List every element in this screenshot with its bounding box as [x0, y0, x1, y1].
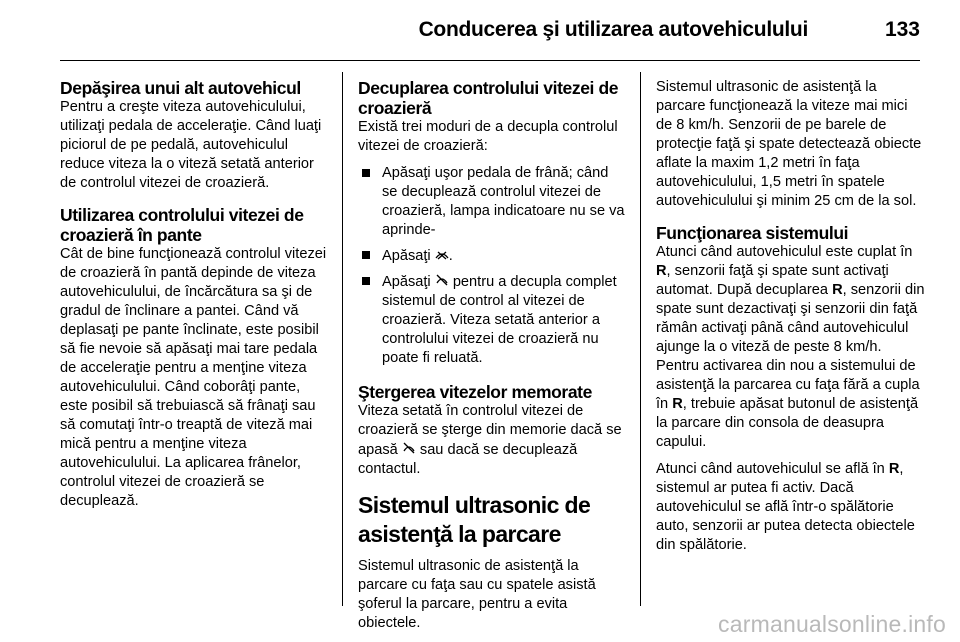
paragraph	[656, 460, 926, 555]
paragraph-text: , sistemul ar putea fi activ. Dacă autovehiculul se află într-o spălătorie auto, senzorii ar putea detecta obiectele din spălătorie.	[656, 461, 915, 553]
list-item-text: Apăsaţi	[382, 274, 431, 290]
gear-r-label: R	[888, 461, 900, 477]
paragraph: Cât de bine funcţionează controlul vitezei de croazieră în pantă depinde de viteza autovehiculului, de încărcătura sa şi de gradul de înclinare a pantei. Când vă deplasaţi pe pante înclinate, este posibil să fie nevoie să apăsaţi mai tare pedala de acceleraţie pentru a menţine viteza autovehiculului. Când coborâţi pante, este posibil să trebuiască să frânaţi sau să comutaţi într-o treaptă de viteză mai mică pentru a menţine viteza autovehiculului. La aplicarea frânelor, controlul vitezei de croazieră se decuplează.	[60, 246, 327, 509]
bullet-list	[358, 164, 626, 368]
running-title: Conducerea şi utilizarea autovehiculului	[418, 18, 808, 41]
paragraph-text: Atunci când autovehiculul se află în	[656, 461, 885, 477]
list-item	[358, 272, 626, 368]
page-header	[60, 14, 920, 50]
paragraph	[656, 243, 926, 452]
paragraph: Pentru a creşte viteza autovehiculului, utilizaţi pedala de acceleraţie. Când luaţi piciorul de pe pedală, autovehiculul reduce viteza la o viteză setată anterior de controlul vitezei de croazieră.	[60, 99, 322, 191]
paragraph: Sistemul ultrasonic de asistenţă la parcare funcţionează la viteze mai mici de 8 km/h. Senzorii de pe barele de protecţie faţă şi spate detectează obiecte aflate la maxim 1,2 metri în faţa autovehiculului, 1,5 metri în spatele autovehiculului şi minim 25 cm de la sol.	[656, 79, 922, 209]
section-heading: Decuplarea controlului vitezei de croazieră	[358, 78, 619, 118]
section-heading: Funcţionarea sistemului	[656, 223, 849, 243]
column-divider	[342, 72, 343, 606]
list-item-text: Apăsaţi	[382, 248, 431, 264]
chapter-heading: Sistemul ultrasonic de asistenţă la parcare	[358, 492, 591, 547]
column-divider	[640, 72, 641, 606]
list-item	[358, 164, 626, 240]
list-item	[358, 246, 626, 266]
header-rule	[60, 60, 920, 61]
paragraph-text: , trebuie apăsat butonul de asistenţă la parcare din consola de deasupra capului.	[656, 396, 919, 450]
section-heading: Depăşirea unui alt autovehicul	[60, 78, 301, 98]
paragraph: Sistemul ultrasonic de asistenţă la parcare cu faţa sau cu spatele asistă şoferul la parcare, pentru a evita obiectele.	[358, 558, 596, 631]
list-item-text: Apăsaţi uşor pedala de frână; când se decuplează controlul vitezei de croazieră, lampa indicatoare nu se va aprinde-	[382, 165, 625, 238]
paragraph-text: , senzorii din spate sunt dezactivaţi şi senzorii din faţă rămân activaţi până când autovehiculul ajunge la o viteză de peste 8 km/h. Pentru activarea din nou a sistemului de asistenţă la parcarea cu faţa fără a cupla în	[656, 282, 925, 412]
page-number: 133	[884, 18, 920, 41]
list-item-text: pentru a decupla complet sistemul de control al vitezei de croazieră. Viteza setată anterior a controlului vitezei de croazieră nu poate fi reluată.	[382, 274, 617, 366]
cruise-off-icon	[435, 272, 449, 291]
column-1	[60, 78, 328, 511]
paragraph-text: sau dacă se decuplează contactul.	[358, 442, 578, 477]
column-3	[656, 78, 926, 555]
section-heading: Utilizarea controlului vitezei de croazieră în pante	[60, 205, 304, 245]
column-2	[358, 78, 626, 633]
paragraph	[358, 402, 626, 479]
paragraph-text: , senzorii faţă şi spate sunt activaţi automat. După decuplarea	[656, 263, 889, 298]
gear-r-label: R	[672, 396, 683, 412]
watermark: carmanualsonline.info	[718, 611, 946, 637]
paragraph-text: Atunci când autovehiculul este cuplat în	[656, 244, 913, 260]
section-heading: Ştergerea vitezelor memorate	[358, 382, 592, 402]
paragraph: Există trei moduri de a decupla controlul vitezei de croazieră:	[358, 119, 618, 154]
bullet-square-icon	[362, 277, 370, 285]
gear-r-label: R	[832, 282, 843, 298]
bullet-square-icon	[362, 251, 370, 259]
cruise-off-icon	[402, 440, 416, 459]
cruise-cancel-icon	[435, 246, 449, 265]
bullet-square-icon	[362, 169, 370, 177]
list-item-text: .	[448, 248, 453, 264]
gear-r-label: R	[656, 263, 667, 279]
paragraph-text: Viteza setată în controlul vitezei de croazieră se şterge din memorie dacă se apasă	[358, 403, 622, 458]
